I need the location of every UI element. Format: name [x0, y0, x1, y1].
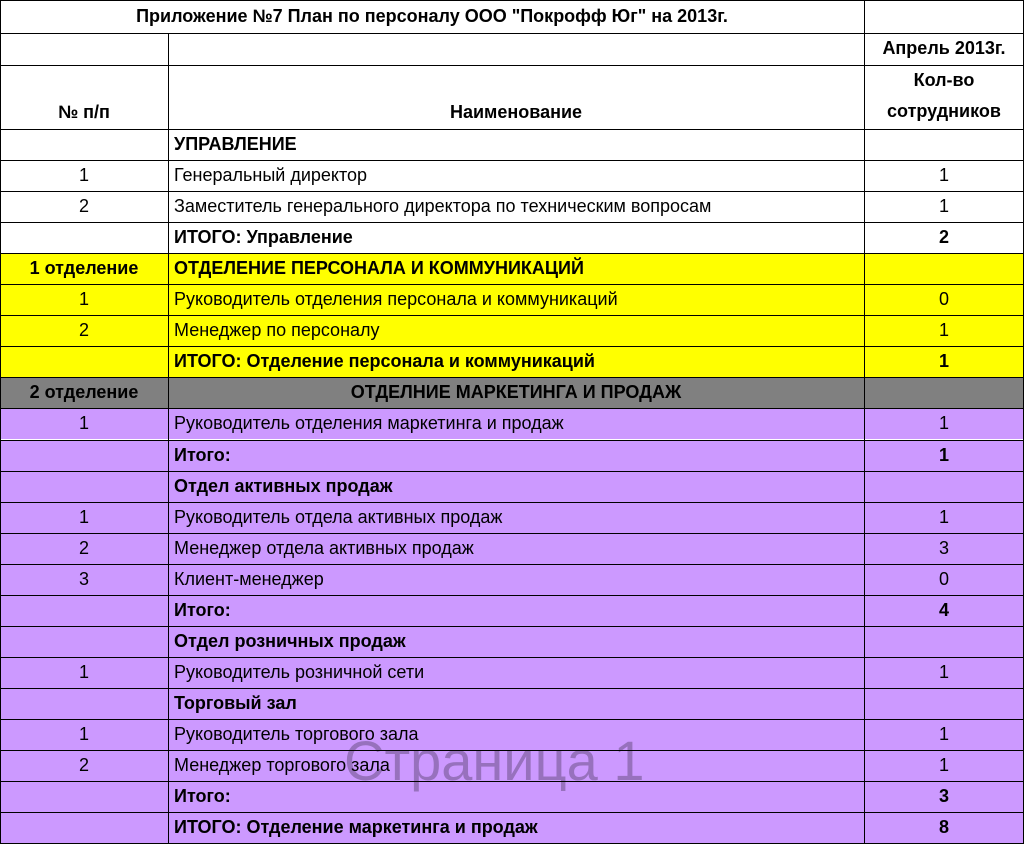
grid-line — [0, 626, 1024, 627]
row-name: Заместитель генерального директора по техническим вопросам — [174, 196, 712, 217]
grid-line — [0, 65, 1024, 66]
grid-line — [0, 657, 1024, 658]
row-count: 1 — [938, 165, 949, 186]
grid-line — [0, 595, 1024, 596]
column-header-row — [0, 65, 1024, 129]
page-watermark: Страница 1 — [344, 729, 645, 792]
row-name: Менеджер торгового зала — [174, 755, 390, 775]
row-number: 3 — [78, 568, 89, 589]
grid-line — [0, 284, 1024, 285]
grid-line — [0, 502, 1024, 503]
table-row — [0, 315, 1024, 346]
table-row — [0, 533, 1024, 564]
row-name: Руководитель отделения маркетинга и продаж — [174, 413, 564, 434]
grid-line — [0, 688, 1024, 689]
table-row — [0, 346, 1024, 377]
table-row — [0, 377, 1024, 408]
row-name: Клиент-менеджер — [174, 568, 324, 589]
row-number: 2 — [78, 320, 89, 341]
row-name: ИТОГО: Отделение маркетинга и продаж — [174, 817, 538, 838]
grid-line — [0, 533, 1024, 534]
row-number: 1 — [78, 289, 89, 310]
period-row — [0, 33, 1024, 65]
row-number: 1 — [78, 661, 89, 682]
table-row — [0, 471, 1024, 502]
grid-line — [0, 253, 1024, 254]
row-number: 2 — [78, 196, 89, 217]
row-number: 1 — [78, 165, 89, 186]
grid-line — [168, 33, 169, 843]
grid-line — [0, 0, 1024, 1]
grid-line — [0, 781, 1024, 782]
row-name: Торговый зал — [174, 692, 297, 713]
table-row — [0, 160, 1024, 191]
row-name: ОТДЕЛЕНИЕ ПЕРСОНАЛА И КОММУНИКАЦИЙ — [174, 258, 584, 279]
row-count: 1 — [938, 413, 949, 434]
row-count: 4 — [938, 599, 949, 620]
row-name: Руководитель отдела активных продаж — [174, 506, 503, 527]
period-header: Апрель 2013г. — [882, 38, 1006, 58]
table-row — [0, 688, 1024, 719]
table-row — [0, 222, 1024, 253]
table-row — [0, 595, 1024, 626]
row-count: 8 — [938, 817, 949, 838]
grid-line — [0, 191, 1024, 192]
grid-line — [0, 408, 1024, 409]
row-count: 2 — [938, 227, 949, 248]
row-name: Генеральный директор — [174, 165, 368, 186]
row-name: Менеджер по персоналу — [174, 320, 380, 341]
row-number: 2 отделение — [29, 382, 139, 403]
table-row — [0, 781, 1024, 812]
sheet-title: Приложение №7 План по персоналу ООО "Покрофф Юг" на 2013г. — [136, 6, 728, 26]
grid-line — [0, 750, 1024, 751]
row-number: 2 — [78, 755, 89, 775]
row-name: Руководитель отделения персонала и коммуникаций — [174, 289, 618, 310]
row-count: 3 — [938, 537, 949, 558]
row-name: Руководитель розничной сети — [174, 661, 425, 682]
row-name: Менеджер отдела активных продаж — [174, 537, 474, 558]
grid-line — [0, 471, 1024, 472]
column-header-count-line2: сотрудников — [887, 101, 1001, 121]
grid-line — [0, 719, 1024, 720]
table-row — [0, 284, 1024, 315]
row-count: 1 — [938, 506, 949, 527]
row-name: Итого: — [174, 599, 231, 620]
grid-line — [0, 843, 1024, 844]
row-name: Итого: — [174, 444, 231, 465]
row-count: 0 — [938, 289, 949, 310]
table-row — [0, 408, 1024, 439]
row-number: 1 — [78, 413, 89, 434]
column-header-number: № п/п — [58, 102, 110, 122]
table-row — [0, 626, 1024, 657]
column-header-name: Наименование — [449, 102, 583, 122]
grid-line — [0, 346, 1024, 347]
row-count: 1 — [938, 723, 949, 744]
row-name: ОТДЕЛНИЕ МАРКЕТИНГА И ПРОДАЖ — [350, 382, 682, 403]
row-name: Руководитель торгового зала — [174, 723, 419, 744]
row-count: 1 — [938, 755, 949, 775]
row-name: ИТОГО: Управление — [174, 227, 353, 248]
table-row — [0, 750, 1024, 781]
row-number: 1 отделение — [29, 258, 139, 279]
row-name: Отдел активных продаж — [174, 475, 393, 496]
table-row — [0, 812, 1024, 843]
grid-line — [864, 0, 865, 843]
grid-line — [0, 160, 1024, 161]
grid-line — [0, 222, 1024, 223]
row-count: 1 — [938, 444, 949, 465]
title-row — [0, 0, 1024, 33]
row-number: 1 — [78, 723, 89, 744]
row-number: 1 — [78, 506, 89, 527]
grid-line — [0, 315, 1024, 316]
grid-line — [0, 564, 1024, 565]
row-name: УПРАВЛЕНИЕ — [174, 134, 297, 154]
table-row — [0, 129, 1024, 160]
row-name: Итого: — [174, 786, 231, 807]
table-row — [0, 440, 1024, 471]
row-count: 3 — [938, 786, 949, 807]
row-count: 1 — [938, 196, 949, 217]
grid-line — [0, 33, 1024, 34]
row-count: 1 — [938, 320, 949, 341]
column-header-count-line1: Кол-во — [913, 70, 975, 90]
row-name: Отдел розничных продаж — [174, 630, 406, 651]
row-name: ИТОГО: Отделение персонала и коммуникаций — [174, 351, 595, 372]
row-count: 0 — [938, 568, 949, 589]
table-row — [0, 719, 1024, 750]
row-count: 1 — [938, 351, 949, 372]
grid-line — [0, 129, 1024, 130]
table-row — [0, 564, 1024, 595]
grid-line — [0, 440, 1024, 441]
table-row — [0, 191, 1024, 222]
grid-line — [0, 812, 1024, 813]
row-number: 2 — [78, 537, 89, 558]
grid-line — [0, 0, 1, 843]
row-count: 1 — [938, 661, 949, 682]
table-row — [0, 502, 1024, 533]
grid-line — [0, 377, 1024, 378]
table-row — [0, 253, 1024, 284]
table-row — [0, 657, 1024, 688]
